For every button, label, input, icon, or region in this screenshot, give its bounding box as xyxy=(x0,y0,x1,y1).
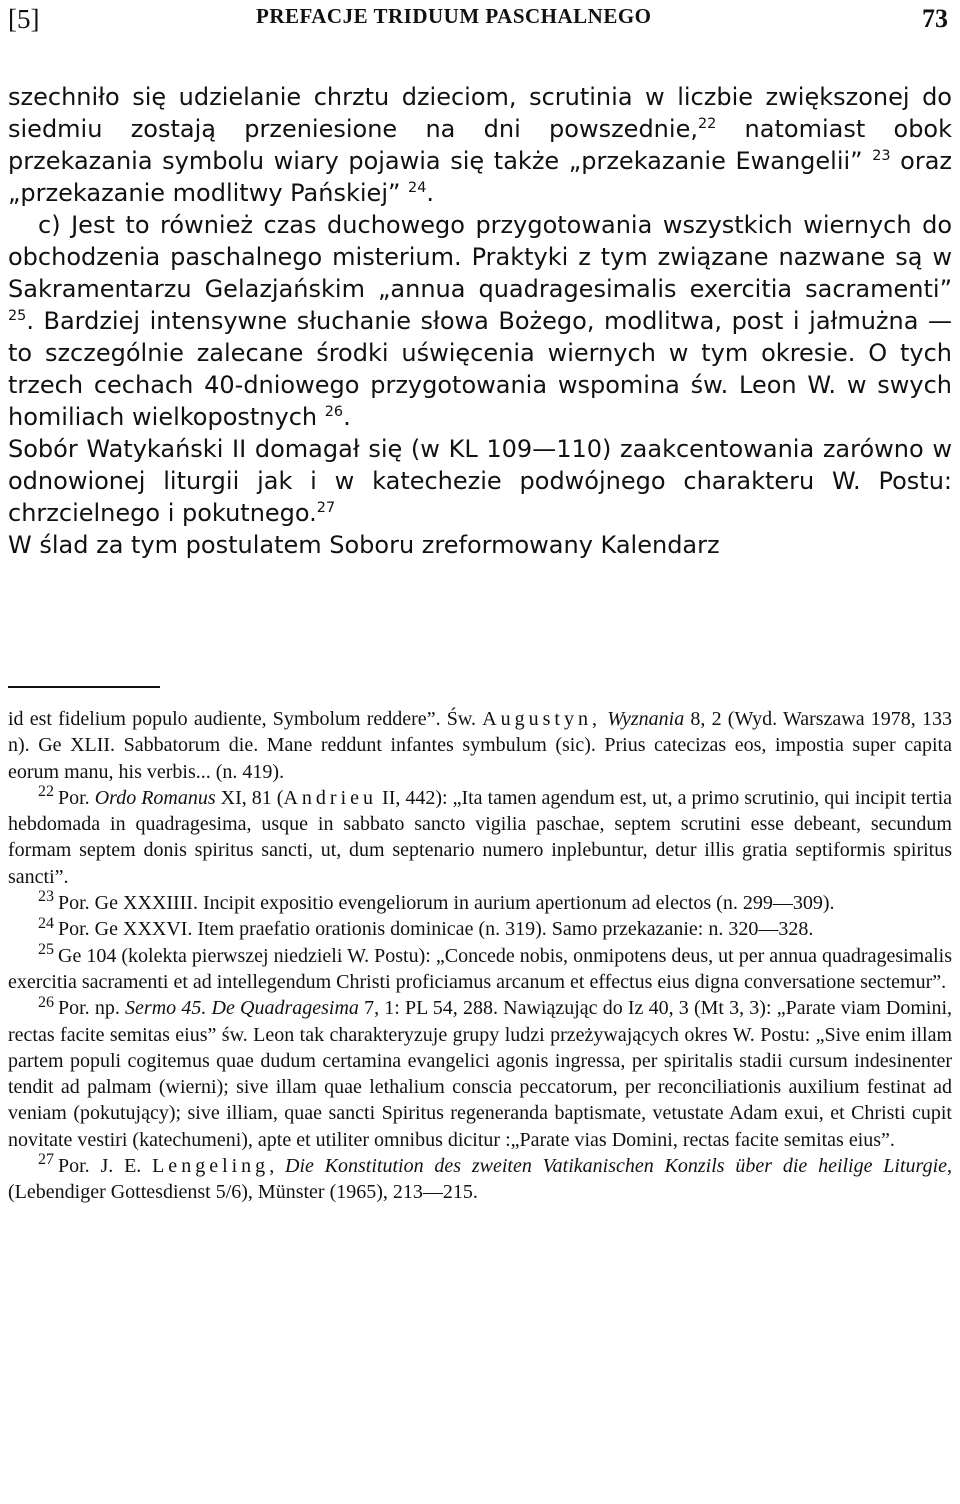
footnote-separator xyxy=(8,686,160,688)
section-number: [5] xyxy=(8,4,40,34)
paragraph: Sobór Watykański II domagał się (w KL 109—110) zaakcentowania zarówno w odnowionej liturgii jak i w katechezie podwójnego charakteru W. Postu: chrzcielnego i pokutnego.$^{27}$ xyxy=(8,435,952,527)
page-number: 73 xyxy=(922,4,948,33)
footnote-25: $^{25}$ Ge 104 (kolekta pierwszej niedzieli W. Postu): „Concede nobis, onmipotens deus, ut per annua quadragesimalis exercitia sacramenti et ad intellegendum Christi proficiamus arcanum et effectus eius digna conversatione sectemur”. xyxy=(8,941,952,993)
footnote-24: $^{24}$ Por. Ge XXXVI. Item praefatio orationis dominicae (n. 319). Samo przekazanie: n. 320—328. xyxy=(38,914,814,941)
footnote-ref: 23 xyxy=(872,148,891,164)
paragraph: szechniło się udzielanie chrztu dzieciom, scrutinia w liczbie zwiększonej do siedmiu zostają przeniesione na dni powszednie,$^{22}$ natomiast obok przekazania symbolu wiary pojawia się także „przekazanie Ewangelii” $^{23}$ oraz „przekazanie modlitwy Pańskiej” $^{24}$. xyxy=(8,83,953,207)
main-text xyxy=(8,81,952,561)
footnote-22: $^{22}$ Por. Ordo Romanus XI, 81 (Andrieu II, 442): „Ita tamen agendum est, ut, a primo scrutinio, qui incipit tertia hebdomada in quadragesima, usque in sabbato sancto vigilia paschae, septem scrutini esse debeant, secundum formam septem donis spiritus sancti, ut, dum septenario numero inplebuntur, detur illis gratia septiformis spiritus sancti”. xyxy=(8,783,953,888)
footnote-21-continued: id est fidelium populo audiente, Symbolum reddere”. Św. Augustyn, Wyznania 8, 2 (Wyd. Warszawa 1978, 133 n). Ge XLII. Sabbatorum die. Mane reddunt infantes symbulum (sic). Prius catecizas eos, impostia super capita eorum manu, his verbis... (n. 419). xyxy=(8,708,952,783)
paragraph: c) Jest to również czas duchowego przygotowania wszystkich wiernych do obchodzenia paschalnego misterium. Praktyki z tym związane nazwane są w Sakramentarzu Gelazjańskim „annua quadragesimalis exercitia sacramenti” $^{25}$. Bardziej intensywne słuchanie słowa Bożego, modlitwa, post i jałmużna — to szczególnie zalecane środki uświęcenia wiernych w tym okresie. O tych trzech cechach 40-dniowego przygotowania wspomina św. Leon W. w swych homiliach wielkopostnych $^{26}$. xyxy=(8,211,952,431)
footnote-26: $^{26}$ Por. np. Sermo 45. De Quadragesima 7, 1: PL 54, 288. Nawiązując do Iz 40, 3 (Mt 3, 3): „Parate viam Domini, rectas facite semitas eius” św. Leon tak charakteryzuje grupy ludzi przeżywających okres W. Postu: „Sive enim illam partem populi cogitemus quae dudum certamina evangelici agonis ingressa, per spiritalis stadii cursum indesinenter tendit ad palmam (wierni); sive illam quae lethalium conscia peccatorum, per reconciliationis auxilium festinat ad veniam (pokutujący); sive illiam, quae sancti Spiritus regeneranda baptismate, vetustate Adam exui, et Christi cupit novitate vestiri (katechumeni), apte et utiliter omnibus dicitur :„Parate vias Domini, rectas facite semitas eius”. xyxy=(8,993,953,1151)
paragraph: W ślad za tym postulatem Soboru zreformowany Kalendarz xyxy=(8,531,720,559)
footnote-23: $^{23}$ Por. Ge XXXIIII. Incipit expositio evengeliorum in aurium apertionum ad electos (n. 299—309). xyxy=(38,888,835,915)
running-header xyxy=(8,0,952,34)
footnotes xyxy=(8,706,952,1206)
footnote-27: $^{27}$ Por. J. E. Lengeling, Die Konstitution des zweiten Vatikanischen Konzils über die heilige Liturgie, (Lebendiger Gottesdienst 5/6), Münster (1965), 213—215. xyxy=(8,1151,953,1204)
footnote-ref: 25 xyxy=(8,308,27,324)
running-title: PREFACJE TRIDUUM PASCHALNEGO xyxy=(256,4,652,28)
footnote-ref: 26 xyxy=(324,404,344,420)
footnote-ref: 27 xyxy=(316,500,336,516)
footnote-ref: 24 xyxy=(408,180,427,196)
footnote-ref: 22 xyxy=(697,116,717,132)
